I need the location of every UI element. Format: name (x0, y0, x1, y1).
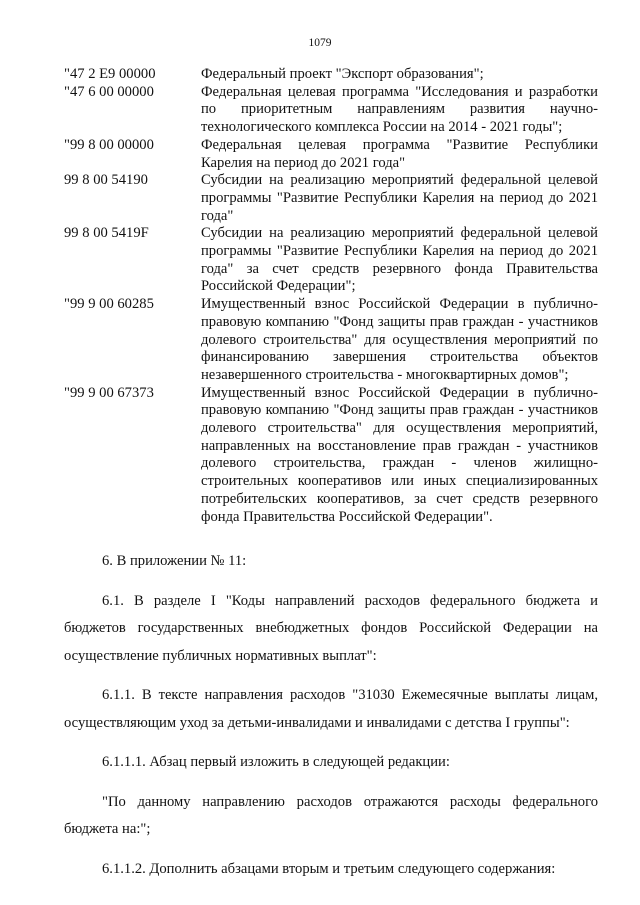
code-row (64, 225, 598, 296)
expense-description: Имущественный взнос Российской Федерации в публично-правовую компанию "Фонд защиты прав граждан - участников долевого строительства" для осуществления мероприятий, направленных на восстановление прав граждан - участников долевого строительства, граждан - членов жилищно-строительных кооперативов или иных специализированных потребительских кооперативов, за счет средств резервного фонда Правительства Российской Федерации". (201, 384, 598, 525)
expense-code: "47 2 E9 00000 (64, 66, 156, 82)
paragraph: 6.1.1.2. Дополнить абзацами вторым и третьим следующего содержания: (102, 860, 556, 877)
page-number: 1079 (308, 37, 332, 49)
expense-description: Федеральная целевая программа "Исследования и разработки по приоритетным направлениям развития научно-технологического комплекса России на 2014 - 2021 годы"; (201, 83, 598, 136)
expense-code: "99 9 00 60285 (64, 296, 154, 313)
document-body (64, 548, 598, 883)
expense-description: Федеральная целевая программа "Развитие Республики Карелия на период до 2021 года" (201, 136, 598, 171)
paragraph: 6.1.1.1. Абзац первый изложить в следующей редакции: (102, 754, 450, 770)
paragraph: 6.1. В разделе I "Коды направлений расходов федерального бюджета и бюджетов государственных внебюджетных фондов Российской Федерации на осуществление публичных нормативных выплат": (64, 592, 598, 664)
paragraph: "По данному направлению расходов отражаются расходы федерального бюджета на:"; (64, 793, 598, 837)
expense-code: 99 8 00 5419F (64, 225, 149, 242)
code-row (64, 66, 598, 84)
paragraph: 6. В приложении № 11: (102, 553, 247, 569)
code-row (64, 172, 598, 225)
expense-description: Имущественный взнос Российской Федерации в публично-правовую компанию "Фонд защиты прав граждан - участников долевого строительства" для осуществления мероприятий по финансированию завершения строительства объектов незавершенного строительства - многоквартирных домов"; (201, 296, 598, 383)
code-row (64, 385, 598, 527)
expense-description: Федеральный проект "Экспорт образования"; (201, 66, 484, 82)
paragraph: 6.1.1. В тексте направления расходов "31030 Ежемесячные выплаты лицам, осуществляющим уход за детьми-инвалидами и инвалидами с детства I группы": (64, 687, 598, 731)
expense-description: Субсидии на реализацию мероприятий федеральной целевой программы "Развитие Республики Карелия на период до 2021 года" (201, 172, 598, 224)
code-row (64, 84, 598, 137)
expense-code: "99 9 00 67373 (64, 384, 154, 401)
expense-code: "47 6 00 00000 (64, 83, 154, 100)
code-row (64, 296, 598, 385)
expense-description: Субсидии на реализацию мероприятий федеральной целевой программы "Развитие Республики Карелия на период до 2021 года" за счет средств резервного фонда Правительства Российской Федерации"; (201, 225, 598, 295)
expense-code: 99 8 00 54190 (64, 172, 148, 189)
code-row (64, 137, 598, 172)
expense-code-table (64, 66, 598, 526)
expense-code: "99 8 00 00000 (64, 136, 154, 153)
